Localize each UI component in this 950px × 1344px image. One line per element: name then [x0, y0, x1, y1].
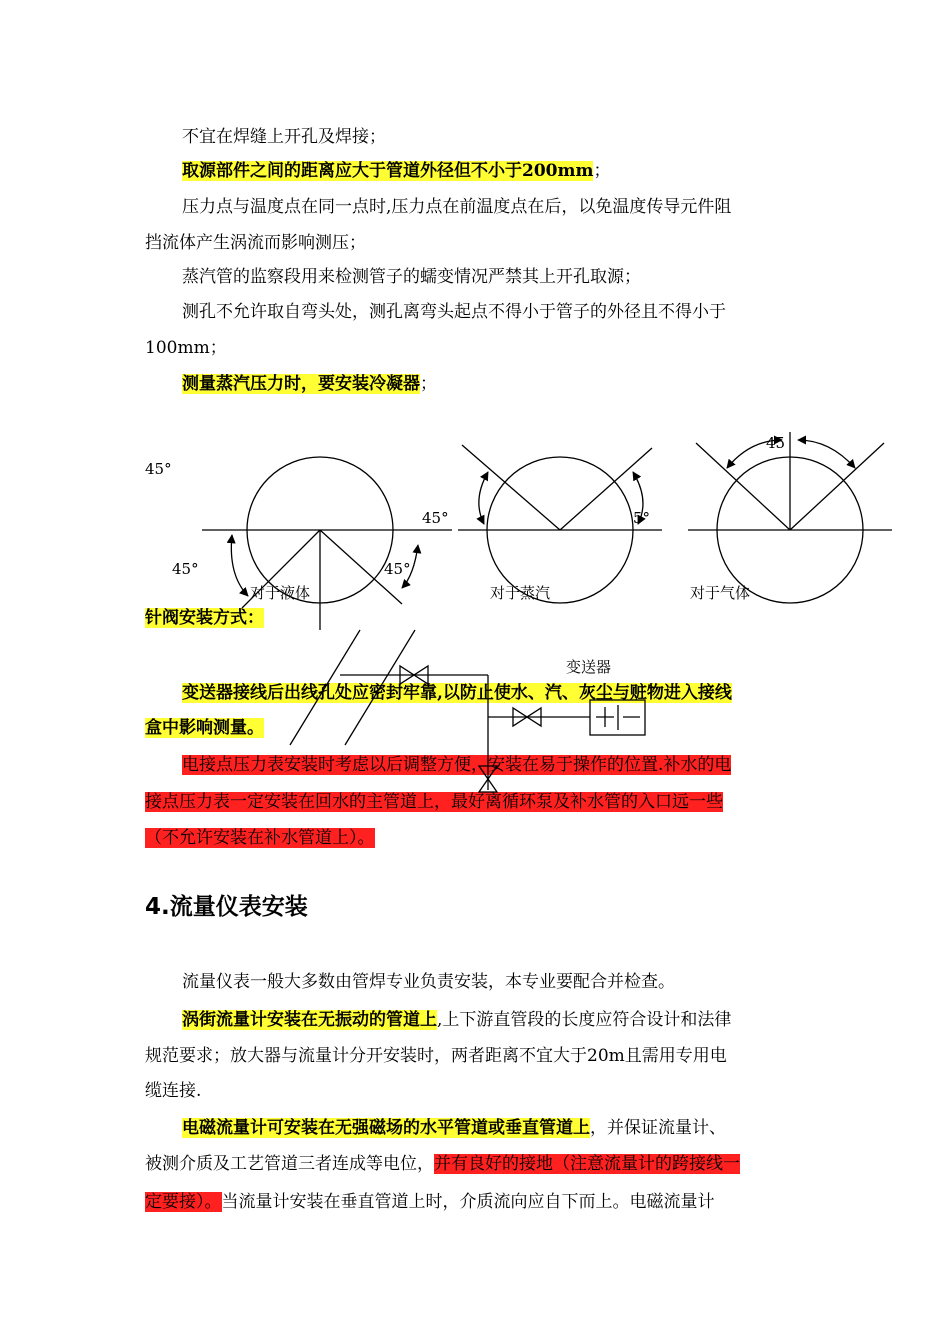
- angle-label-1: 45°: [145, 460, 172, 478]
- highlight-contact-gauge-2: 接点压力表一定安装在回水的主管道上，最好离循环泵及补水管的入口远一些: [145, 792, 723, 812]
- liquid-left-arc-arrow: [231, 535, 248, 596]
- steam-left-arc-arrow: [479, 472, 488, 524]
- highlight-contact-gauge-1: 电接点压力表安装时考虑以后调整方便，安装在易于操作的位置.补水的电: [182, 755, 732, 775]
- gas-tap-diagram: [688, 432, 892, 603]
- gas-pipe-circle: [717, 457, 863, 603]
- para-vortex-2: 规范要求；放大器与流量计分开安装时，两者距离不宜大于20m且需用专用电: [145, 1046, 727, 1066]
- para-steam-monitor: 蒸汽管的监察段用来检测管子的蠕变情况严禁其上开孔取源；: [182, 267, 641, 287]
- highlight-needle-valve: 针阀安装方式：: [145, 608, 264, 628]
- para-distance: [182, 159, 610, 183]
- para-contact-gauge-2: [145, 790, 723, 814]
- para-emf-2a: 被测介质及工艺管道三者连成等电位，: [145, 1154, 434, 1174]
- para-flow-intro: 流量仪表一般大多数由管焊专业负责安装，本专业要配合并检查。: [182, 972, 675, 992]
- liquid-pipe-circle: [247, 457, 393, 603]
- para-vortex-3: 缆连接.: [145, 1081, 202, 1101]
- steam-pipe-circle: [487, 457, 633, 603]
- para-contact-gauge-1: [182, 753, 731, 777]
- para-condenser-tail: ；: [420, 374, 437, 394]
- caption-gas: 对于气体: [690, 584, 751, 602]
- caption-steam: 对于蒸汽: [490, 584, 551, 602]
- liquid-tap-diagram: [202, 457, 452, 630]
- gas-right-diagonal: [790, 443, 884, 530]
- angle-label-5: 5°: [633, 509, 651, 527]
- gas-right-arc-arrow: [798, 440, 855, 468]
- para-emf-3: [145, 1190, 715, 1214]
- para-emf-3-tail: 当流量计安装在垂直管道上时，介质流向应自下而上。电磁流量计: [221, 1192, 715, 1212]
- angle-label-6: 45: [766, 434, 786, 452]
- gas-left-diagonal: [696, 443, 790, 530]
- para-pressure-temp-2: 挡流体产生涡流而影响测压；: [145, 233, 366, 253]
- para-elbow-2: 100mm；: [145, 338, 227, 358]
- para-transmitter-1: [182, 681, 732, 705]
- steam-tap-diagram: [458, 445, 662, 603]
- para-vortex-1: [182, 1008, 731, 1032]
- gas-left-arc-arrow: [727, 440, 782, 468]
- angle-label-4: 45°: [384, 560, 411, 578]
- para-vortex-tail: ,上下游直管段的长度应符合设计和法律: [437, 1010, 732, 1030]
- highlight-condenser: 测量蒸汽压力时，要安装冷凝器: [182, 374, 420, 394]
- branch-valve-icon: [513, 708, 541, 726]
- para-condenser: [182, 372, 437, 396]
- para-pressure-temp-1: 压力点与温度点在同一点时,压力点在前温度点在后，以免温度传导元件阻: [182, 197, 732, 217]
- highlight-transmitter-2: 盒中影响测量。: [145, 718, 264, 738]
- para-elbow-1: 测孔不允许取自弯头处，测孔离弯头起点不得小于管子的外径且不得小于: [182, 302, 726, 322]
- para-emf-2: [145, 1152, 740, 1176]
- highlight-distance: 取源部件之间的距离应大于管道外径但不小于200mm: [182, 161, 594, 181]
- section-heading: 4.流量仪表安装: [145, 894, 308, 920]
- transmitter-label: 变送器: [566, 658, 612, 676]
- liquid-right-diagonal: [320, 530, 402, 604]
- para-distance-tail: ；: [593, 161, 611, 181]
- transmitter-box: [590, 700, 645, 735]
- angle-label-3: 45°: [172, 560, 199, 578]
- steam-right-diagonal: [560, 448, 652, 530]
- highlight-vortex: 涡街流量计安装在无振动的管道上: [182, 1010, 437, 1030]
- para-needle-valve: [145, 606, 264, 630]
- para-weld: 不宜在焊缝上开孔及焊接；: [182, 127, 386, 147]
- highlight-emf-ground-1: 并有良好的接地（注意流量计的跨接线一: [434, 1154, 740, 1174]
- para-transmitter-2: [145, 716, 264, 740]
- para-emf-tail: ，并保证流量计、: [590, 1118, 726, 1138]
- angle-label-2: 45°: [422, 509, 449, 527]
- steam-left-diagonal: [462, 445, 560, 530]
- liquid-left-diagonal: [242, 530, 320, 608]
- highlight-transmitter-1: 变送器接线后出线孔处应密封牢靠,以防止使水、汽、灰尘与赃物进入接线: [182, 683, 732, 703]
- caption-liquid: 对于液体: [250, 584, 311, 602]
- para-contact-gauge-3: [145, 826, 375, 850]
- highlight-contact-gauge-3: （不允许安装在补水管道上）。: [145, 828, 375, 848]
- steam-right-arc-arrow: [633, 472, 643, 524]
- liquid-right-arc-arrow: [402, 545, 418, 588]
- para-emf-1: [182, 1116, 726, 1140]
- highlight-emf-ground-2: 定要接）。: [145, 1192, 222, 1212]
- highlight-emf: 电磁流量计可安装在无强磁场的水平管道或垂直管道上: [182, 1118, 590, 1138]
